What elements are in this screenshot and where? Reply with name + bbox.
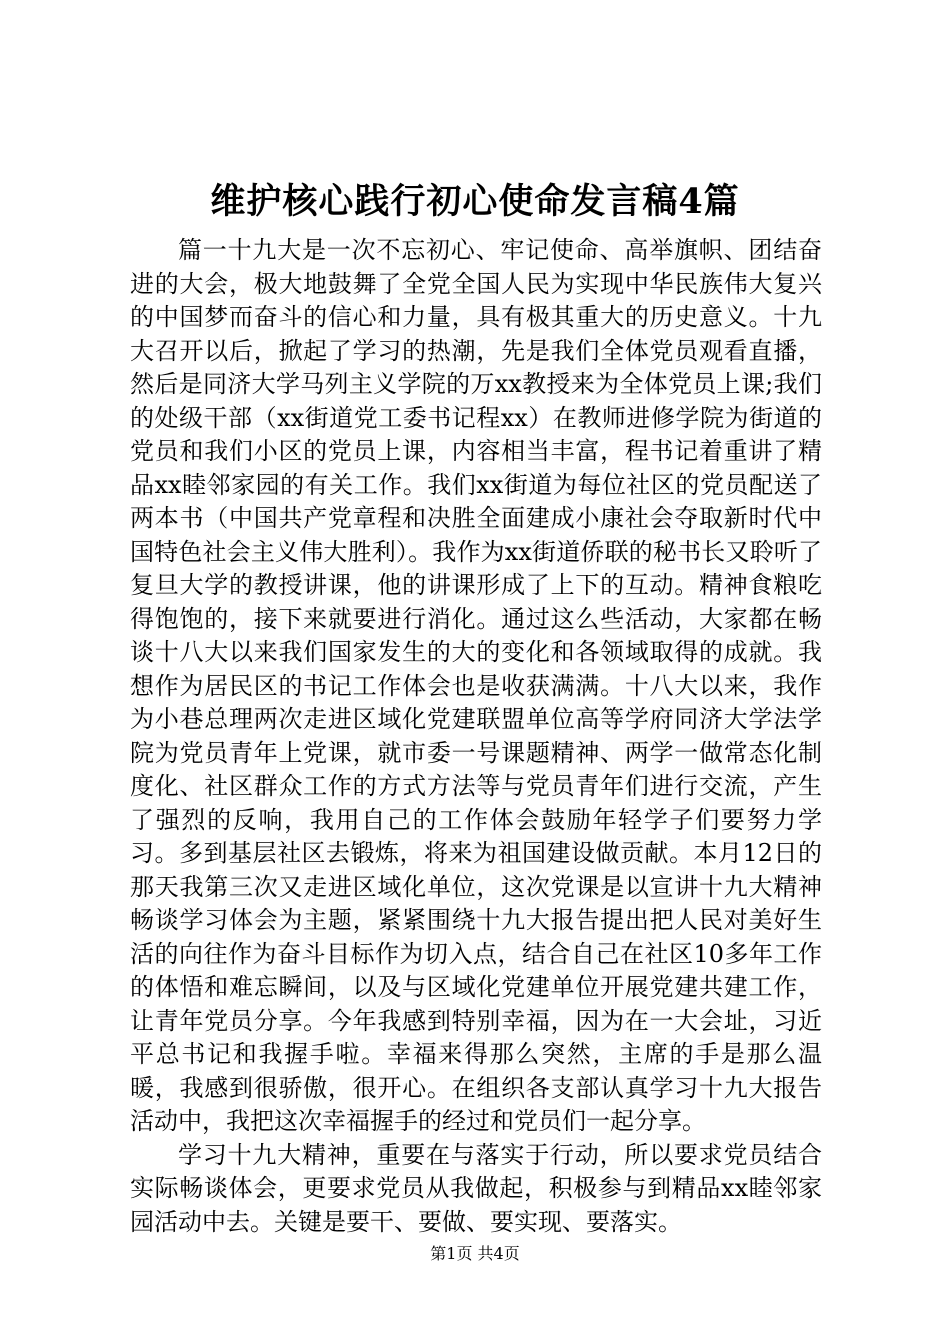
document-title: 维护核心践行初心使命发言稿4篇 bbox=[210, 181, 740, 222]
document-body bbox=[130, 234, 822, 1239]
paragraph-2: 学习十九大精神，重要在与落实于行动，所以要求党员结合实际畅谈体会，更要求党员从我做起，积极参与到精品xx睦邻家园活动中去。关键是要干、要做、要实现、要落实。 bbox=[130, 1140, 822, 1236]
page-number: 第1页 共4页 bbox=[430, 1244, 520, 1263]
paragraph-1: 篇一十九大是一次不忘初心、牢记使命、高举旗帜、团结奋进的大会，极大地鼓舞了全党全国人民为实现中华民族伟大复兴的中国梦而奋斗的信心和力量，具有极其重大的历史意义。十九大召开以后，掀起了学习的热潮，先是我们全体党员观看直播，然后是同济大学马列主义学院的万xx教授来为全体党员上课;我们的处级干部（xx街道党工委书记程xx）在教师进修学院为街道的党员和我们小区的党员上课，内容相当丰富，程书记着重讲了精品xx睦邻家园的有关工作。我们xx街道为每位社区的党员配送了两本书（中国共产党章程和决胜全面建成小康社会夺取新时代中国特色社会主义伟大胜利）。我作为xx街道侨联的秘书长又聆听了复旦大学的教授讲课，他的讲课形成了上下的互动。精神食粮吃得饱饱的，接下来就要进行消化。通过这么些活动，大家都在畅谈十八大以来我们国家发生的大的变化和各领域取得的成就。我想作为居民区的书记工作体会也是收获满满。十八大以来，我作为小巷总理两次走进区域化党建联盟单位高等学府同济大学法学院为党员青年上党课，就市委一号课题精神、两学一做常态化制度化、社区群众工作的方式方法等与党员青年们进行交流，产生了强烈的反响，我用自己的工作体会鼓励年轻学子们要努力学习。多到基层社区去锻炼，将来为祖国建设做贡献。本月12日的那天我第三次又走进区域化单位，这次党课是以宣讲十九大精神畅谈学习体会为主题，紧紧围绕十九大报告提出把人民对美好生活的向往作为奋斗目标作为切入点，结合自己在社区10多年工作的体悟和难忘瞬间，以及与区域化党建单位开展党建共建工作，让青年党员分享。今年我感到特别幸福，因为在一大会址，习近平总书记和我握手啦。幸福来得那么突然，主席的手是那么温暖，我感到很骄傲，很开心。在组织各支部认真学习十九大报告活动中，我把这次幸福握手的经过和党员们一起分享。 bbox=[130, 236, 822, 1135]
